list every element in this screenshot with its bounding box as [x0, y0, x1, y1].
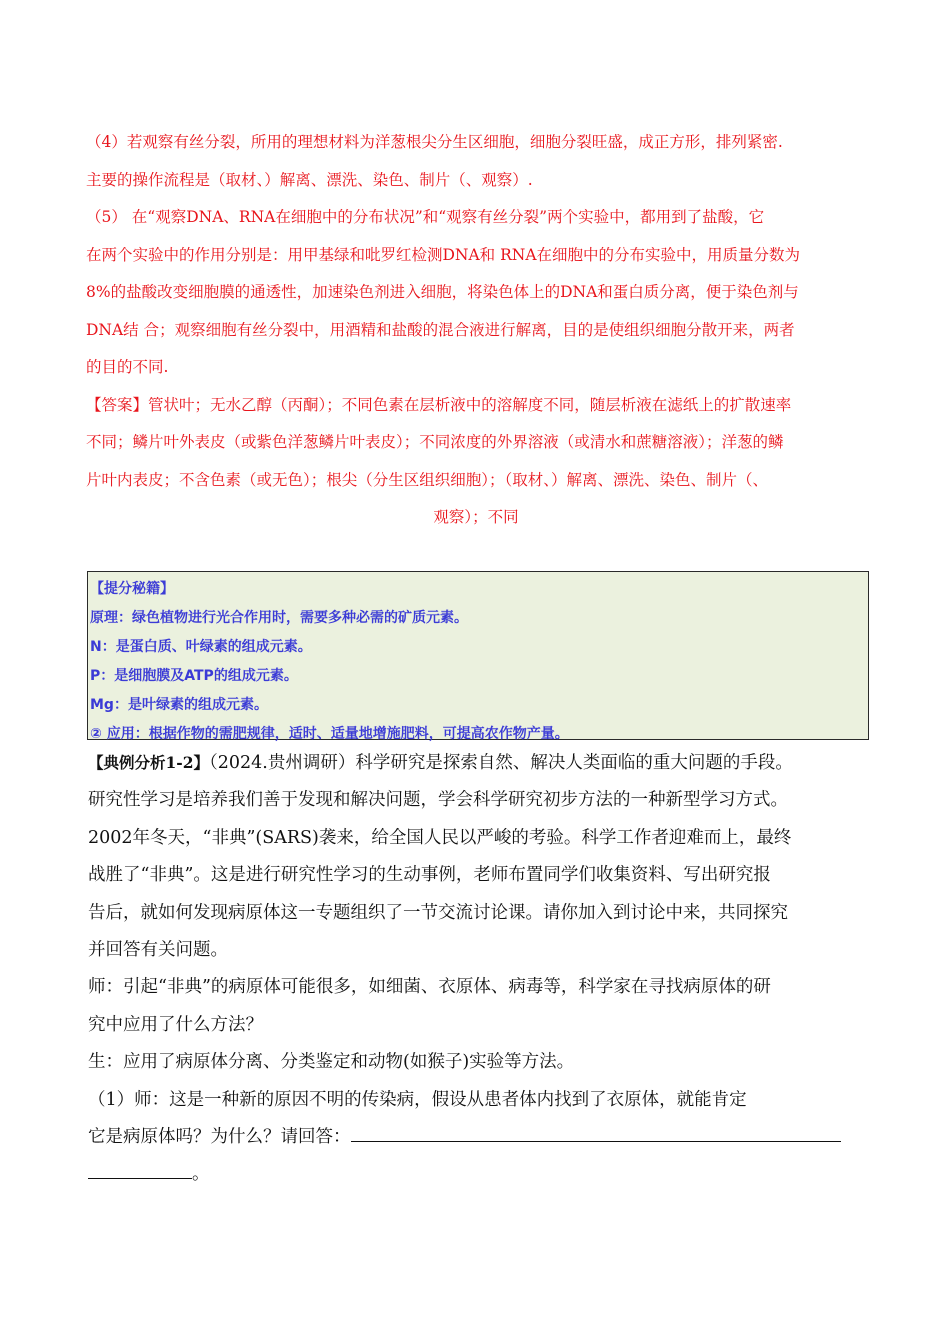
- answer-line-1: 【答案】管状叶；无水乙醇（丙酮）；不同色素在层析液中的溶解度不同，随层析液在滤纸上的扩散速率: [86, 395, 792, 414]
- answer-blank-1[interactable]: [351, 1119, 841, 1142]
- tips-line-5: ② 应用：根据作物的需肥规律，适时、适量地增施肥料，可提高农作物产量。: [90, 726, 569, 742]
- tips-title: 【提分秘籍】: [90, 581, 174, 597]
- tips-line-3: P：是细胞膜及ATP的组成元素。: [90, 668, 298, 684]
- tips-line-4: Mg：是叶绿素的组成元素。: [90, 697, 268, 713]
- item-5-line-1: （5） 在“观察DNA、RNA在细胞中的分布状况”和“观察有丝分裂”两个实验中，都用到了盐酸，它: [86, 208, 765, 226]
- item-5-line-5: 的目的不同.: [86, 358, 169, 376]
- example-line-6: 并回答有关问题。: [88, 940, 228, 961]
- tips-line-2: N：是蛋白质、叶绿素的组成元素。: [90, 639, 312, 655]
- answer-line-3: 片叶内表皮；不含色素（或无色）；根尖（分生区组织细胞）；（取材、）解离、漂洗、染色、制片（、: [86, 470, 769, 489]
- answer-line-2: 不同；鳞片叶外表皮（或紫色洋葱鳞片叶表皮）；不同浓度的外界溶液（或清水和蔗糖溶液）；洋葱的鳞: [86, 433, 784, 451]
- example-line-3: 2002年冬天，“非典”(SARS)袭来，给全国人民以严峻的考验。科学工作者迎难而上，最终: [88, 827, 792, 848]
- question-1-prompt: [88, 1119, 866, 1156]
- question-1: （1）师：这是一种新的原因不明的传染病，假设从患者体内找到了衣原体，就能肯定: [88, 1089, 747, 1110]
- question-1-prompt-text: 它是病原体吗？为什么？请回答：: [88, 1127, 351, 1148]
- item-4-line-2: 主要的操作流程是（取材、）解离、漂洗、染色、制片（、观察）.: [86, 170, 533, 189]
- teacher-question-cont: 究中应用了什么方法？: [88, 1014, 263, 1035]
- item-4-line-1: （4）若观察有丝分裂，所用的理想材料为洋葱根尖分生区细胞，细胞分裂旺盛，成正方形，排列紧密.: [86, 133, 783, 151]
- answer-blank-2[interactable]: [88, 1156, 192, 1179]
- example-analysis: [88, 744, 866, 1194]
- tips-line-1: 原理：绿色植物进行光合作用时，需要多种必需的矿质元素。: [90, 610, 468, 626]
- example-line-4: 战胜了“非典”。这是进行研究性学习的生动事例，老师布置同学们收集资料、写出研究报: [88, 865, 771, 886]
- answer-line-4: 观察）；不同: [433, 508, 519, 526]
- item-5-line-3: 8%的盐酸改变细胞膜的通透性，加速染色剂进入细胞，将染色体上的DNA和蛋白质分离，便于染色剂与: [86, 283, 799, 301]
- example-label: 【典例分析1-2】: [88, 753, 210, 772]
- example-line-5: 告后，就如何发现病原体这一专题组织了一节交流讨论课。请你加入到讨论中来，共同探究: [88, 902, 788, 923]
- example-line-1: [88, 744, 866, 782]
- teacher-question: 师：引起“非典”的病原体可能很多，如细菌、衣原体、病毒等，科学家在寻找病原体的研: [88, 977, 771, 998]
- item-5-line-4: DNA结 合；观察细胞有丝分裂中，用酒精和盐酸的混合液进行解离，目的是使组织细胞分散开来，两者: [86, 320, 795, 339]
- student-answer: 生：应用了病原体分离、分类鉴定和动物(如猴子)实验等方法。: [88, 1052, 575, 1073]
- example-line-2: 研究性学习是培养我们善于发现和解决问题，学会科学研究初步方法的一种新型学习方式。: [88, 790, 788, 811]
- previous-answer-block: [86, 124, 866, 537]
- question-1-end: 。: [192, 1164, 210, 1185]
- tips-box: [87, 571, 869, 740]
- question-1-blank-cont: [88, 1156, 866, 1193]
- item-5-line-2: 在两个实验中的作用分别是：用甲基绿和吡罗红检测DNA和 RNA在细胞中的分布实验中，用质量分数为: [86, 245, 801, 264]
- example-intro: （2024.贵州调研）科学研究是探索自然、解决人类面临的重大问题的手段。: [209, 753, 793, 773]
